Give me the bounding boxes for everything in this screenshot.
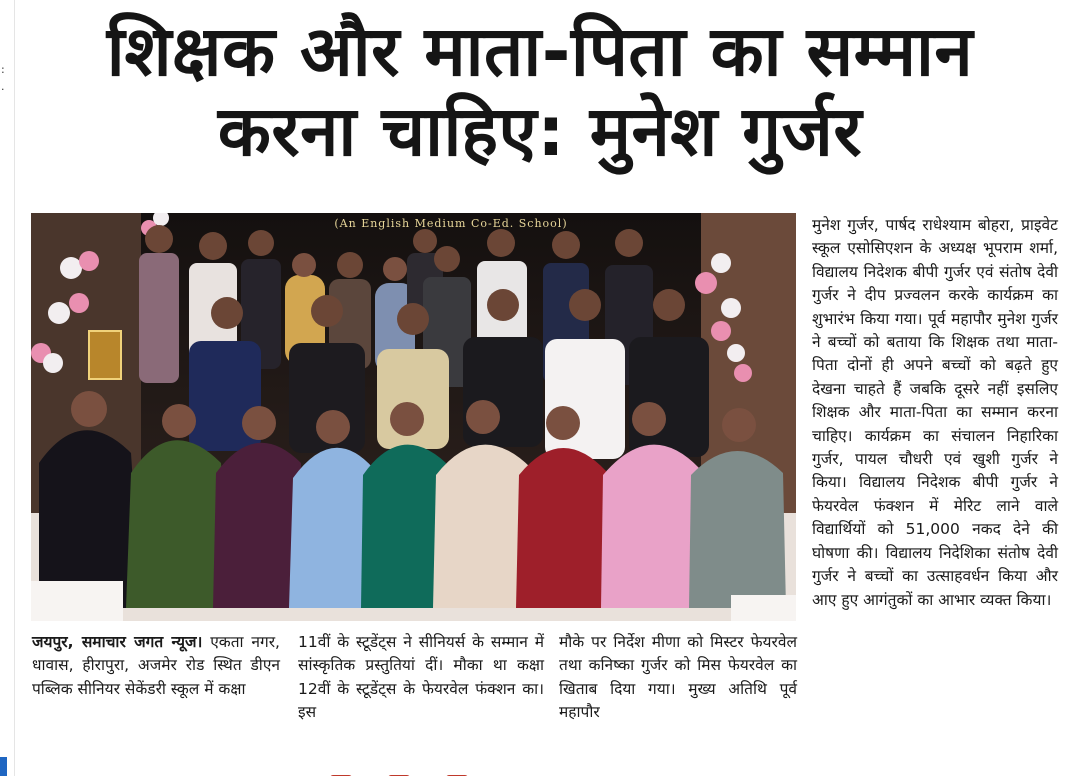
framed-picture	[89, 331, 121, 379]
headline-line-2: करना चाहिए: मुनेश गुर्जर	[217, 92, 863, 172]
adjacent-column-edge	[0, 0, 15, 776]
chair-right	[731, 595, 796, 621]
article-column-1	[32, 631, 280, 701]
article-column-2	[298, 631, 544, 725]
chair-left	[31, 581, 123, 621]
article-column-3	[559, 631, 797, 725]
article-paragraph-right: मुनेश गुर्जर, पार्षद राधेश्याम बोहरा, प्राइवेट स्कूल एसोसिएशन के अध्यक्ष भूपराम शर्मा, विद्यालय निदेशक बीपी गुर्जर एवं संतोष देवी गुर्जर ने दीप प्रज्वलन करके कार्यक्रम का शुभारंभ किया गया। पूर्व महापौर मुनेश गुर्जर ने बच्चों को बताया कि शिक्षक तथा माता-पिता दोनों ही अपने बच्चों को बढ़ते हुए देखना चाहते हैं जबकि दूसरे नहीं इसलिए शिक्षक और माता-पिता का सम्मान करना चाहिए। कार्यक्रम का संचालन निहारिका गुर्जर, पायल चौधरी एवं खुशी गुर्जर ने किया। विद्यालय निदेशक बीपी गुर्जर ने फेयरवेल फंक्शन में मेरिट लाने वाले विद्यार्थियों को 51,000 नकद देने की घोषणा की। विद्यालय निदेशिका संतोष देवी गुर्जर ने बच्चों का उत्साहवर्धन किया और आए हुए आगंतुकों का आभार व्यक्त किया।	[812, 216, 1058, 609]
headline	[30, 12, 1050, 172]
article-text-col3: मौके पर निर्देश मीणा को मिस्टर फेयरवेल तथा कनिष्का गुर्जर को मिस फेयरवेल का खिताब दिया गया। मुख्य अतिथि पूर्व महापौर	[559, 633, 797, 722]
accent-edge	[0, 757, 7, 776]
gutter-mark: ·	[1, 83, 5, 96]
headline-line-1: शिक्षक और माता-पिता का सम्मान	[106, 12, 974, 92]
gutter-mark: :	[1, 63, 5, 76]
group-photo-illustration	[31, 213, 796, 621]
backdrop-banner-text: (An English Medium Co-Ed. School)	[334, 217, 568, 230]
next-headline-fragment	[330, 766, 550, 776]
article-text-col1: एकता नगर, धावास, हीरापुरा, अजमेर रोड स्थित डीएन पब्लिक सीनियर सेकेंडरी स्कूल में कक्षा	[32, 633, 280, 698]
article-column-right	[812, 214, 1058, 612]
article-text-col2: 11वीं के स्टूडेंट्स ने सीनियर्स के सम्मान में सांस्कृतिक प्रस्तुतियां दीं। मौका था कक्षा 12वीं के स्टूडेंट्स के फेयरवेल फंक्शन का। इस	[298, 633, 544, 722]
dateline: जयपुर, समाचार जगत न्यूज।	[32, 633, 203, 651]
group-photo	[31, 213, 796, 621]
